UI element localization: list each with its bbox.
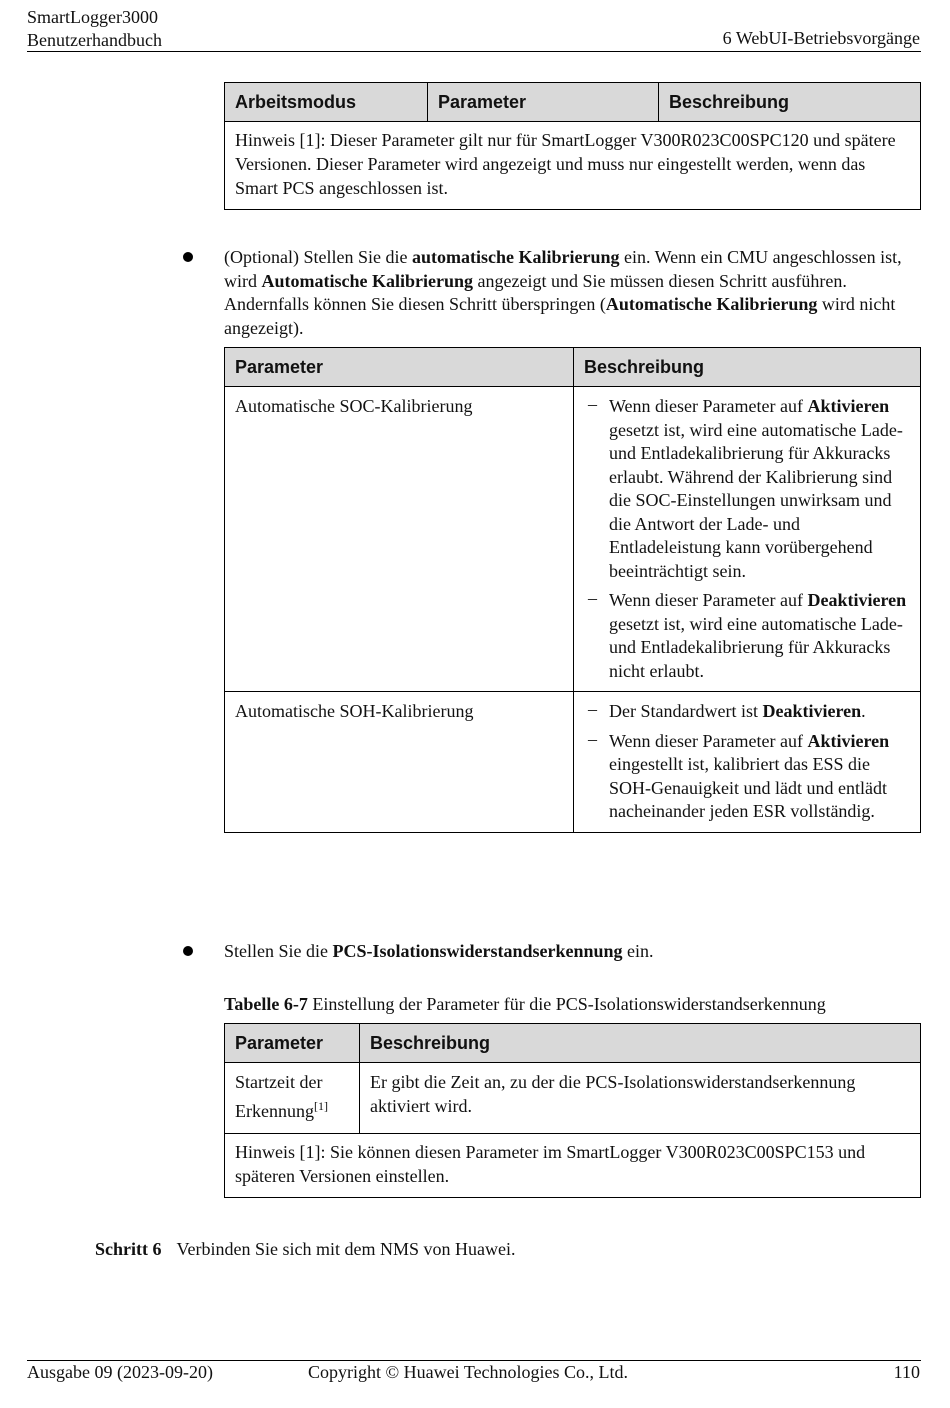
chapter-title: 6 WebUI-Betriebsvorgänge (722, 28, 920, 48)
auto-calibration-instruction: (Optional) Stellen Sie die automatische Kalibrierung ein. Wenn ein CMU angeschlossen ist, wird Automatische Kalibrierung angezeigt und Sie müssen diesen Schritt ausführen. Andernfalls können Sie diesen Schritt überspringen (Automatische Kalibrierung wird nicht angezeigt). (224, 247, 902, 338)
isolation-detection-instruction: Stellen Sie die PCS-Isolationswiderstandserkennung ein. (224, 941, 654, 961)
work-mode-table (224, 82, 921, 210)
parameter-name: Startzeit der Erkennung[1] (225, 1063, 360, 1134)
product-name: SmartLogger3000 (27, 7, 158, 27)
column-header-work-mode: Arbeitsmodus (225, 83, 428, 122)
issue-date: Ausgabe 09 (2023-09-20) (27, 1362, 213, 1382)
parameter-description: Er gibt die Zeit an, zu der die PCS-Isolationswiderstandserkennung aktiviert wird. (360, 1063, 921, 1134)
page-header-left (27, 6, 162, 52)
calibration-parameter-table (224, 347, 921, 833)
parameter-description (574, 692, 921, 833)
header-divider (27, 51, 921, 52)
isolation-parameter-table (224, 1023, 921, 1198)
parameter-name: Automatische SOC-Kalibrierung (225, 387, 574, 692)
column-header-description: Beschreibung (574, 348, 921, 387)
table-note: Hinweis [1]: Sie können diesen Parameter im SmartLogger V300R023C00SPC153 und späteren Versionen einstellen. (225, 1134, 921, 1198)
column-header-parameter: Parameter (225, 1024, 360, 1063)
table-row (225, 1063, 921, 1134)
manual-title: Benutzerhandbuch (27, 30, 162, 50)
table-row (225, 387, 921, 692)
column-header-parameter: Parameter (428, 83, 659, 122)
column-header-description: Beschreibung (360, 1024, 921, 1063)
table-caption: Tabelle 6-7 Einstellung der Parameter für die PCS-Isolationswiderstandserkennung (224, 994, 826, 1014)
table-row (225, 692, 921, 833)
step-label: Schritt 6 (95, 1239, 162, 1259)
column-header-parameter: Parameter (225, 348, 574, 387)
page-number: 110 (893, 1362, 920, 1382)
footnote-marker: [1] (313, 1098, 328, 1113)
list-item: – Wenn dieser Parameter auf Deaktivieren gesetzt ist, wird eine automatische Lade- und Entladekalibrierung für Akkuracks nicht erlaubt. (588, 588, 907, 681)
step-6 (95, 1238, 515, 1260)
bullet-marker (183, 946, 193, 956)
bullet-marker (183, 252, 193, 262)
list-item: – Wenn dieser Parameter auf Aktivieren eingestellt ist, kalibriert das ESS die SOH-Genauigkeit und lädt und entlädt nacheinander jeden ESR vollständig. (588, 728, 890, 821)
list-item: – Der Standardwert ist Deaktivieren. (588, 699, 866, 721)
table-note: Hinweis [1]: Dieser Parameter gilt nur für SmartLogger V300R023C00SPC120 und spätere Versionen. Dieser Parameter wird angezeigt und muss nur eingestellt werden, wenn das Smart PCS angeschlossen ist. (225, 122, 921, 210)
list-item: – Wenn dieser Parameter auf Aktivieren gesetzt ist, wird eine automatische Lade- und Entladekalibrierung für Akkuracks erlaubt. Während der Kalibrierung sind die SOC-Einstellungen unwirksam und die Antwort der Lade- und Entladeleistung kann vorübergehend beeinträchtigt sein. (588, 394, 903, 581)
copyright: Copyright © Huawei Technologies Co., Ltd. (308, 1362, 629, 1382)
step-text: Verbinden Sie sich mit dem NMS von Huawei. (176, 1239, 516, 1259)
parameter-name: Automatische SOH-Kalibrierung (225, 692, 574, 833)
parameter-description (574, 387, 921, 692)
column-header-description: Beschreibung (659, 83, 921, 122)
